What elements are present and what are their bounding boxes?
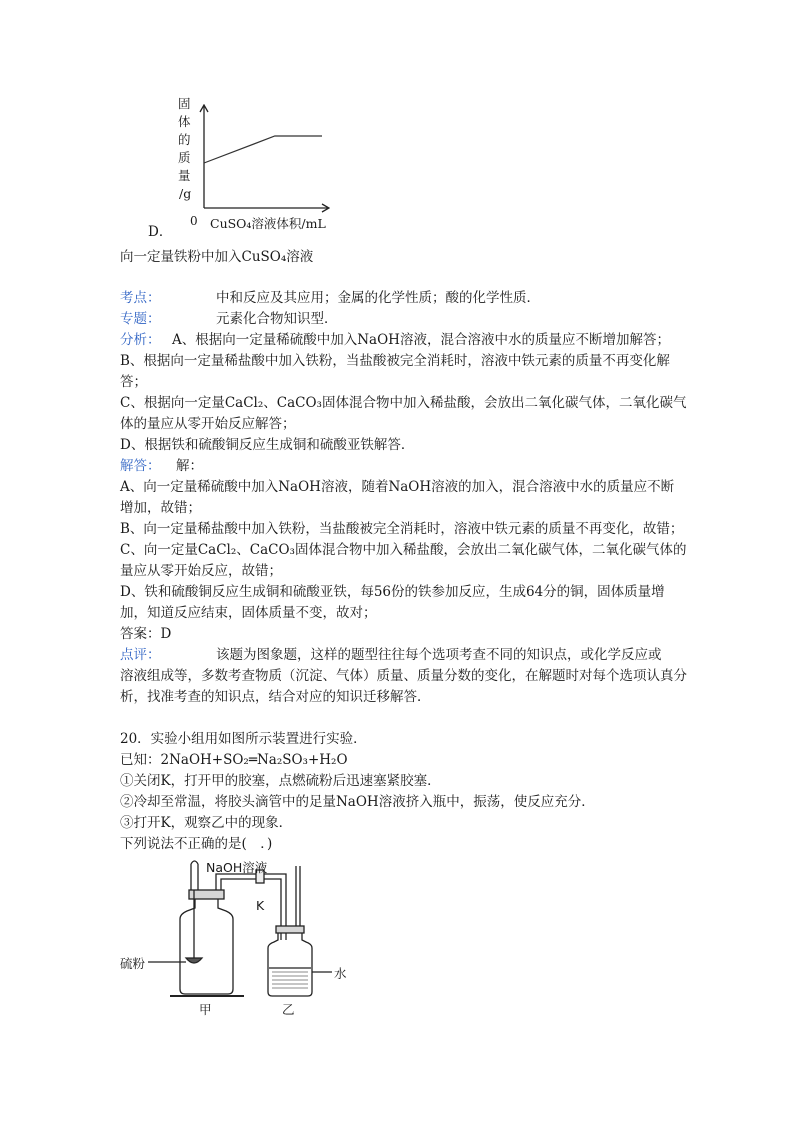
- graph-plot: [190, 104, 330, 214]
- fenxi-line: D、根据铁和硫酸铜反应生成铜和硫酸亚铁解答．: [120, 437, 415, 453]
- jieda-line: D、铁和硫酸铜反应生成铜和硫酸亚铁，每56份的铁参加反应，生成64分的铜，固体质量增: [120, 584, 665, 600]
- kaodian-row: [120, 289, 540, 307]
- dianping-line: 溶液组成等，多数考查物质（沉淀、气体）质量、质量分数的变化，在解题时对每个选项认真分: [120, 668, 687, 684]
- zhuanti-row: [120, 310, 338, 328]
- jieda-line: 量应从零开始反应，故错；: [120, 563, 282, 579]
- apparatus-drawing: [118, 856, 358, 1021]
- dianping-line: 该题为图象题，这样的题型往往每个选项考查不同的知识点，或化学反应或: [216, 647, 662, 663]
- q20-step: ③打开K，观察乙中的现象．: [120, 815, 293, 831]
- graph-caption: 向一定量铁粉中加入CuSO₄溶液: [120, 249, 314, 265]
- y-axis-char: 量: [178, 168, 191, 183]
- q20-known: 已知：2NaOH+SO₂═Na₂SO₃+H₂O: [120, 752, 348, 768]
- dropper: [191, 861, 198, 890]
- dianping-label: 点评：: [120, 647, 161, 663]
- series-line: [204, 136, 322, 163]
- y-axis-char: 的: [178, 132, 191, 147]
- jieda-intro: 解：: [176, 458, 203, 474]
- zhuanti-label: 专题：: [120, 311, 161, 327]
- option-d-label: D．: [148, 224, 173, 240]
- sulfur-label: 硫粉: [120, 956, 146, 971]
- y-axis-char: 体: [178, 114, 191, 129]
- combustion-spoon: [186, 958, 202, 963]
- answer-line: 答案：D: [120, 626, 172, 642]
- x-origin-label: 0: [190, 214, 198, 228]
- dianping-row: [120, 646, 662, 664]
- k-label: K: [256, 898, 265, 913]
- bottle-yi: [268, 932, 312, 996]
- y-axis-char: /g: [179, 186, 192, 201]
- dianping-line: 析，找准考查的知识点，结合对应的知识迁移解答．: [120, 689, 431, 705]
- jieda-line: B、向一定量稀盐酸中加入铁粉，当盐酸被完全消耗时，溶液中铁元素的质量不再变化，故错；: [120, 521, 684, 537]
- fenxi-line: A、根据向一定量稀硫酸中加入NaOH溶液，混合溶液中水的质量应不断增加解答；: [172, 332, 670, 348]
- yi-label: 乙: [282, 1002, 295, 1017]
- kaodian-text: 中和反应及其应用；金属的化学性质；酸的化学性质．: [216, 290, 540, 306]
- plot-area: [200, 105, 329, 212]
- fenxi-label: 分析：: [120, 332, 161, 348]
- naoh-label: NaOH溶液: [206, 860, 268, 875]
- apparatus-diagram: [118, 856, 358, 1021]
- jieda-label: 解答：: [120, 458, 161, 474]
- y-axis-char: 固: [178, 96, 191, 111]
- jieda-line: C、向一定量CaCl₂、CaCO₃固体混合物中加入稀盐酸，会放出二氧化碳气体，二氧化碳气体的: [120, 542, 687, 558]
- water-label: 水: [334, 966, 347, 981]
- q20-step: ①关闭K，打开甲的胶塞，点燃硫粉后迅速塞紧胶塞．: [120, 773, 441, 789]
- fenxi-line: C、根据向一定量CaCl₂、CaCO₃固体混合物中加入稀盐酸，会放出二氧化碳气体，二氧化碳气: [120, 395, 687, 411]
- jieda-line: A、向一定量稀硫酸中加入NaOH溶液，随着NaOH溶液的加入，混合溶液中水的质量应不断: [120, 479, 675, 495]
- jieda-line: 加，知道反应结束，固体质量不变，故对；: [120, 605, 377, 621]
- y-axis-char: 质: [178, 150, 191, 165]
- jieda-row: [120, 457, 203, 475]
- bottle-jia: [180, 898, 233, 994]
- fenxi-line: 体的量应从零开始反应解答；: [120, 416, 296, 432]
- zhuanti-text: 元素化合物知识型．: [216, 311, 338, 327]
- x-axis-label: CuSO₄溶液体积/mL: [210, 216, 326, 231]
- q20-step: ②冷却至常温，将胶头滴管中的足量NaOH溶液挤入瓶中，振荡，使反应充分．: [120, 794, 595, 810]
- q20-title: 20．实验小组用如图所示装置进行实验．: [120, 731, 367, 747]
- q20-prompt: 下列说法不正确的是( ．): [120, 836, 273, 852]
- fenxi-row: [120, 331, 670, 349]
- jia-label: 甲: [199, 1002, 212, 1017]
- graph-figure: [120, 90, 350, 240]
- kaodian-label: 考点：: [120, 290, 161, 306]
- stopper-yi: [276, 926, 304, 933]
- jieda-line: 增加，故错；: [120, 500, 201, 516]
- fenxi-line: B、根据向一定量稀盐酸中加入铁粉，当盐酸被完全消耗时，溶液中铁元素的质量不再变化解: [120, 353, 670, 369]
- fenxi-line: 答；: [120, 374, 147, 390]
